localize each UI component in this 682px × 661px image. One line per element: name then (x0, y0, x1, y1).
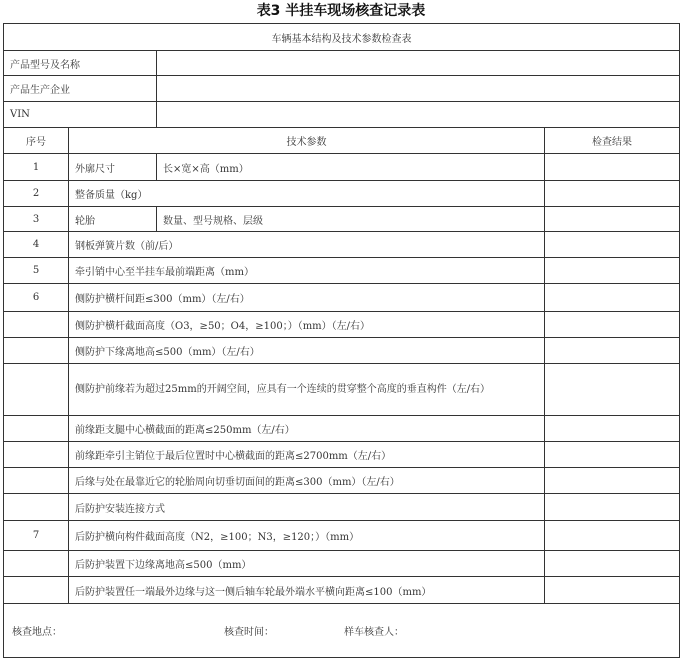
row-result[interactable] (545, 364, 680, 416)
table-row (4, 312, 680, 338)
info-value[interactable] (157, 51, 680, 76)
row-seq: 1 (4, 154, 69, 181)
footer-cell (4, 604, 680, 658)
row-param: 整备质量（kg） (69, 181, 545, 207)
row-param: 外廓尺寸 (69, 154, 157, 181)
row-param: 侧防护横杆截面高度（O3，≥50；O4，≥100；）（mm）（左/右） (69, 312, 545, 338)
table-row (4, 468, 680, 494)
info-label: 产品生产企业 (4, 76, 157, 102)
row-seq (4, 416, 69, 442)
info-label: VIN (4, 102, 157, 128)
row-param: 后防护安装连接方式 (69, 494, 545, 521)
row-seq: 6 (4, 284, 69, 312)
row-seq (4, 468, 69, 494)
row-result[interactable] (545, 258, 680, 284)
info-row (4, 51, 680, 76)
table-row (4, 284, 680, 312)
row-param: 轮胎 (69, 207, 157, 232)
row-seq: 2 (4, 181, 69, 207)
row-result[interactable] (545, 494, 680, 521)
row-param: 侧防护横杆间距≤300（mm）（左/右） (69, 284, 545, 312)
info-row (4, 102, 680, 128)
info-row (4, 76, 680, 102)
column-header-result: 检查结果 (545, 128, 680, 154)
table-row (4, 338, 680, 364)
row-result[interactable] (545, 338, 680, 364)
inspection-table (3, 23, 680, 658)
section-header: 车辆基本结构及技术参数检查表 (4, 24, 680, 51)
row-result[interactable] (545, 232, 680, 258)
table-row (4, 551, 680, 577)
row-seq (4, 577, 69, 604)
section-header-row (4, 24, 680, 51)
column-header-seq: 序号 (4, 128, 69, 154)
row-param: 后防护横向构件截面高度（N2，≥100；N3，≥120；）（mm） (69, 521, 545, 551)
row-detail: 长×宽×高（mm） (157, 154, 545, 181)
row-result[interactable] (545, 312, 680, 338)
footer-time: 核查时间： (224, 627, 274, 638)
row-result[interactable] (545, 284, 680, 312)
row-param: 后防护装置下边缘离地高≤500（mm） (69, 551, 545, 577)
table-row (4, 521, 680, 551)
row-result[interactable] (545, 207, 680, 232)
row-param: 侧防护前缘若为超过25mm的开阔空间，应具有一个连续的贯穿整个高度的垂直构件（左/右） (69, 364, 545, 416)
row-seq (4, 364, 69, 416)
table-row (4, 416, 680, 442)
table-row (4, 364, 680, 416)
page-title: 表3 半挂车现场核查记录表 (256, 3, 426, 19)
row-seq (4, 494, 69, 521)
row-result[interactable] (545, 551, 680, 577)
table-row (4, 258, 680, 284)
row-seq: 7 (4, 521, 69, 551)
row-seq (4, 338, 69, 364)
row-seq: 4 (4, 232, 69, 258)
row-param: 钢板弹簧片数（前/后） (69, 232, 545, 258)
row-seq (4, 442, 69, 468)
row-result[interactable] (545, 154, 680, 181)
table-row (4, 577, 680, 604)
table-row (4, 181, 680, 207)
table-row (4, 494, 680, 521)
table-row (4, 442, 680, 468)
row-seq (4, 312, 69, 338)
footer-inspector: 样车核查人： (344, 627, 404, 638)
row-param: 侧防护下缘离地高≤500（mm）（左/右） (69, 338, 545, 364)
table-row (4, 232, 680, 258)
footer-row (4, 604, 680, 658)
info-value[interactable] (157, 102, 680, 128)
column-header-param: 技术参数 (69, 128, 545, 154)
footer-location: 核查地点： (12, 627, 62, 638)
table-row (4, 154, 680, 181)
table-row (4, 207, 680, 232)
info-value[interactable] (157, 76, 680, 102)
row-param: 前缘距支腿中心横截面的距离≤250mm（左/右） (69, 416, 545, 442)
row-result[interactable] (545, 468, 680, 494)
row-param: 后防护装置任一端最外边缘与这一侧后轴车轮最外端水平横向距离≤100（mm） (69, 577, 545, 604)
row-result[interactable] (545, 181, 680, 207)
row-seq: 5 (4, 258, 69, 284)
row-result[interactable] (545, 442, 680, 468)
column-header-row (4, 128, 680, 154)
row-param: 牵引销中心至半挂车最前端距离（mm） (69, 258, 545, 284)
info-label: 产品型号及名称 (4, 51, 157, 76)
row-param: 前缘距牵引主销位于最后位置时中心横截面的距离≤2700mm（左/右） (69, 442, 545, 468)
row-seq: 3 (4, 207, 69, 232)
row-result[interactable] (545, 521, 680, 551)
row-result[interactable] (545, 416, 680, 442)
row-result[interactable] (545, 577, 680, 604)
row-seq (4, 551, 69, 577)
row-param: 后缘与处在最靠近它的轮胎周向切垂切面间的距离≤300（mm）（左/右） (69, 468, 545, 494)
row-detail: 数量、型号规格、层级 (157, 207, 545, 232)
